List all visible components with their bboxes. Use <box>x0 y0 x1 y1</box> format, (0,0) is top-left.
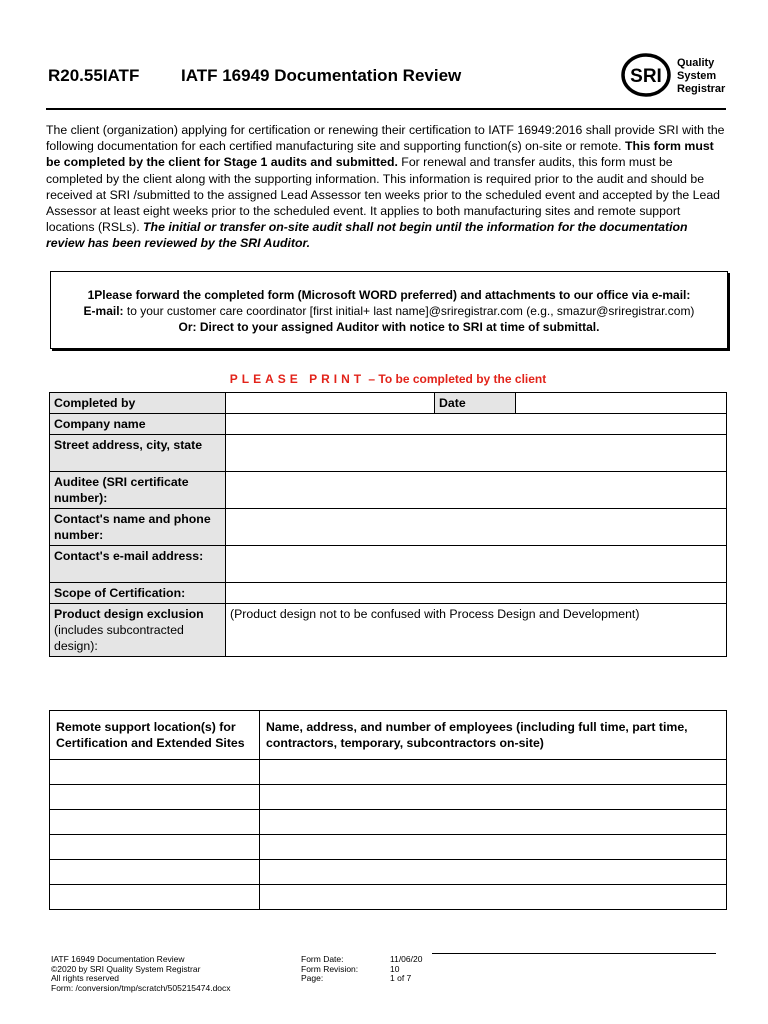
completed-by-label: Completed by <box>50 393 226 414</box>
date-label: Date <box>435 393 516 414</box>
employees-cell[interactable] <box>260 885 727 910</box>
remote-location-cell[interactable] <box>50 885 260 910</box>
table-row <box>50 435 727 472</box>
svg-text:System: System <box>677 70 717 82</box>
table-row <box>50 509 727 546</box>
product-design-note: (Product design not to be confused with Process Design and Development) <box>230 607 640 621</box>
form-revision-value: 10 <box>390 963 400 974</box>
table-row <box>50 860 727 885</box>
company-name-field[interactable] <box>226 414 727 435</box>
contact-email-label: Contact's e-mail address: <box>50 546 226 583</box>
page-title: IATF 16949 Documentation Review <box>181 66 462 85</box>
table-row <box>50 583 727 604</box>
contact-name-field[interactable] <box>226 509 727 546</box>
header-divider <box>46 108 726 110</box>
remote-location-cell[interactable] <box>50 810 260 835</box>
footer-copyright: ©2020 by SRI Quality System Registrar <box>51 963 201 974</box>
table-row <box>50 546 727 583</box>
remote-location-cell[interactable] <box>50 760 260 785</box>
date-field[interactable] <box>516 393 727 414</box>
footer-labels <box>301 955 358 984</box>
form-date-label: Form Date: <box>301 954 344 964</box>
intro-paragraph <box>46 122 728 252</box>
intro-warning: The initial or transfer on-site audit shall not begin until the information for the documentation review has been reviewed by the SRI Auditor. <box>46 220 688 251</box>
table-row <box>50 785 727 810</box>
footer-rights: All rights reserved <box>51 973 120 984</box>
remote-location-cell[interactable] <box>50 785 260 810</box>
svg-text:Quality: Quality <box>677 57 715 69</box>
page-number: 1 of 7 <box>390 973 412 984</box>
product-design-label-rest: (includes subcontracted design): <box>54 623 184 653</box>
contact-email-field[interactable] <box>226 546 727 583</box>
employees-header: Name, address, and number of employees (including full time, part time, contractors, temporary, subcontractors on-site) <box>260 711 727 760</box>
product-design-field[interactable] <box>226 604 727 657</box>
table-row <box>50 885 727 910</box>
table-row <box>50 604 727 657</box>
table-header-row <box>50 711 727 760</box>
table-row <box>50 810 727 835</box>
submission-instructions-box <box>50 271 728 349</box>
employees-cell[interactable] <box>260 835 727 860</box>
completed-by-field[interactable] <box>226 393 435 414</box>
intro-text-1: The client (organization) applying for certification or renewing their certification to IATF 16949:2016 shall provide SRI with the following documentation for each certified manufacturing site and supporting function(s) on-site or remote. <box>46 123 725 154</box>
please-print-rest: – To be completed by the client <box>365 372 547 386</box>
employees-cell[interactable] <box>260 860 727 885</box>
company-name-label: Company name <box>50 414 226 435</box>
form-revision-label: Form Revision: <box>301 963 359 974</box>
scope-field[interactable] <box>226 583 727 604</box>
contact-name-label: Contact's name and phone number: <box>50 509 226 546</box>
please-print-notice <box>48 372 728 386</box>
footer-left <box>51 955 231 993</box>
auditee-label: Auditee (SRI certificate number): <box>50 472 226 509</box>
street-address-field[interactable] <box>226 435 727 472</box>
scope-label: Scope of Certification: <box>50 583 226 604</box>
form-date-value: 11/06/20 <box>390 954 423 964</box>
client-info-table <box>49 392 727 657</box>
product-design-label-bold: Product design exclusion <box>54 607 204 621</box>
footer-doc-name: IATF 16949 Documentation Review <box>51 954 185 964</box>
email-label: E-mail: <box>83 304 124 318</box>
intro-text-2: For renewal and transfer audits, this form must be completed by the client along with the supporting information. This information is required prior to the audit and should be received at SRI /submitted to the assigned Lead Assessor ten weeks prior to the scheduled event and accepted by the Lead Assessor at least eight weeks prior to the scheduled event. It applies to both manufacturing sites and remote support locations (RSLs). <box>46 155 721 235</box>
employees-cell[interactable] <box>260 760 727 785</box>
footer-form-path: Form: /conversion/tmp/scratch/505215474.docx <box>51 982 231 993</box>
form-code: R20.55IATF <box>48 66 140 85</box>
please-print-emphasis: PLEASE PRINT <box>229 372 366 386</box>
intro-bold-text: This form must be completed by the client for Stage 1 audits and submitted. <box>46 139 714 170</box>
submission-line-3: Or: Direct to your assigned Auditor with notice to SRI at time of submittal. <box>178 320 600 334</box>
sri-logo <box>620 48 728 104</box>
remote-location-cell[interactable] <box>50 835 260 860</box>
svg-text:SRI: SRI <box>630 66 662 87</box>
street-address-label: Street address, city, state <box>50 435 226 472</box>
remote-location-cell[interactable] <box>50 860 260 885</box>
submission-line-1: 1Please forward the completed form (Microsoft WORD preferred) and attachments to our office via e-mail: <box>87 288 691 302</box>
auditee-field[interactable] <box>226 472 727 509</box>
email-text: to your customer care coordinator [first initial+ last name]@sriregistrar.com (e.g., smazur@sriregistrar.com) <box>123 304 695 318</box>
page-label: Page: <box>301 973 324 984</box>
employees-cell[interactable] <box>260 785 727 810</box>
product-design-label <box>50 604 226 657</box>
footer-divider <box>432 953 716 954</box>
table-row <box>50 835 727 860</box>
table-row <box>50 414 727 435</box>
table-row <box>50 393 727 414</box>
remote-location-header: Remote support location(s) for Certification and Extended Sites <box>50 711 260 760</box>
remote-support-table <box>49 710 727 910</box>
employees-cell[interactable] <box>260 810 727 835</box>
table-row <box>50 760 727 785</box>
submission-email-line <box>51 304 727 318</box>
table-row <box>50 472 727 509</box>
svg-text:Registrar: Registrar <box>677 83 726 95</box>
footer-values <box>390 955 422 984</box>
